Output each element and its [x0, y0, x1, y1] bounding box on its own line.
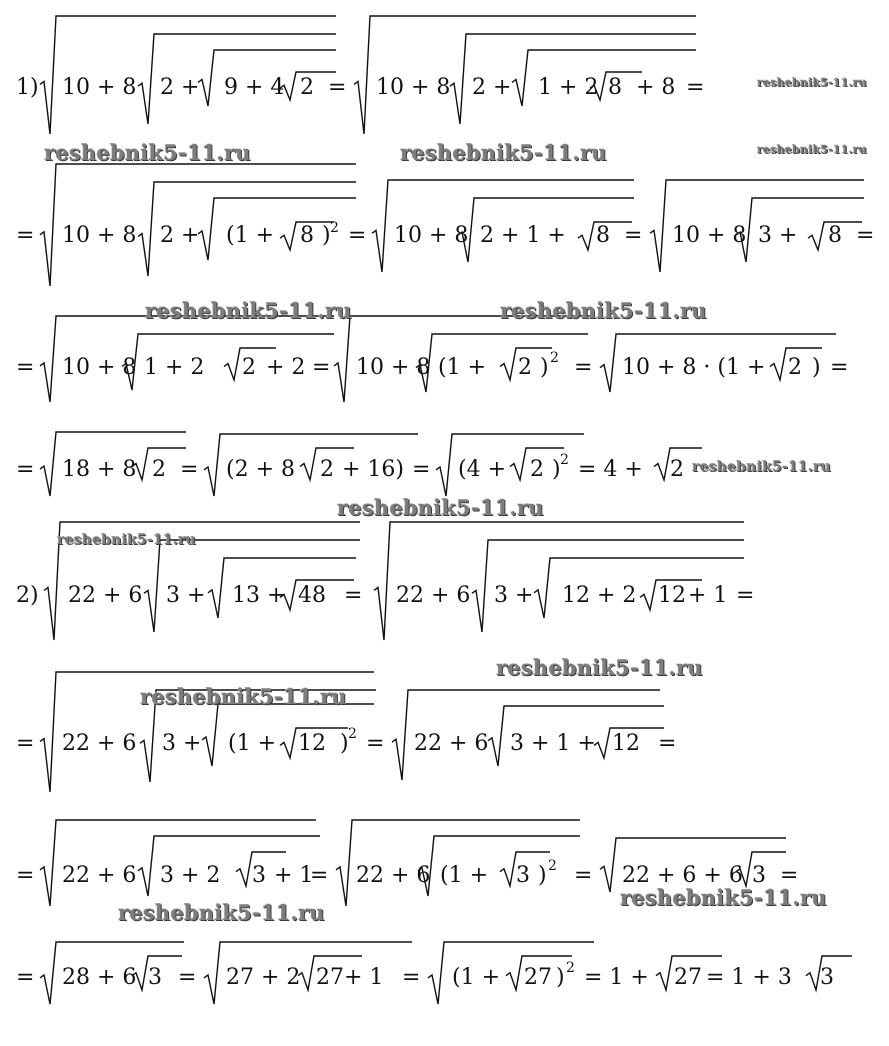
math-text: 22 + 6 + 6	[622, 863, 743, 888]
math-text: 3 + 2	[160, 863, 221, 888]
math-text: =	[658, 731, 677, 756]
math-text: =	[856, 223, 875, 248]
math-text: = 1 +	[584, 965, 649, 990]
math-text: + 1	[274, 863, 314, 888]
math-text: + 2	[266, 355, 306, 380]
math-text: =	[412, 457, 431, 482]
math-text: 10 + 8	[62, 75, 137, 100]
math-text: 2 + 1 +	[480, 223, 566, 248]
math-text: 3 +	[166, 583, 206, 608]
radical-sign	[736, 198, 864, 262]
math-text: 12	[612, 731, 640, 756]
math-text: 10 + 8	[356, 355, 431, 380]
math-text: =	[366, 731, 385, 756]
math-text: 22 + 6	[356, 863, 431, 888]
math-text: =	[780, 863, 799, 888]
math-text: 48	[298, 583, 326, 608]
watermark-6: reshebnik5-11.ru	[500, 298, 707, 323]
math-text: 3	[148, 965, 162, 990]
math-text: 2	[242, 355, 256, 380]
math-text: =	[312, 355, 331, 380]
math-text: =	[16, 965, 35, 990]
math-text: 8	[828, 223, 842, 248]
math-text: =	[180, 457, 199, 482]
math-text: (1 +	[452, 965, 501, 990]
math-text: )	[340, 731, 349, 756]
math-text: 2	[788, 355, 802, 380]
math-text: 22 + 6	[62, 731, 137, 756]
math-text: )	[556, 965, 565, 990]
math-text: =	[178, 965, 197, 990]
math-text: (2 + 8	[226, 457, 295, 482]
watermark-13: reshebnik5-11.ru	[620, 885, 827, 910]
math-text: 8	[608, 75, 622, 100]
problem-1-label: 1)	[16, 75, 39, 100]
problem-2-label: 2)	[16, 583, 39, 608]
math-text: 2 +	[160, 75, 200, 100]
math-text: =	[574, 355, 593, 380]
math-text: 2	[670, 457, 684, 482]
math-text: =	[310, 863, 329, 888]
math-text: + 16)	[342, 457, 405, 482]
watermark-5: reshebnik5-11.ru	[145, 298, 352, 323]
math-text: 3 + 1 +	[510, 731, 596, 756]
watermark-10: reshebnik5-11.ru	[496, 655, 703, 680]
math-text: 3 +	[758, 223, 798, 248]
math-text: )	[540, 355, 549, 380]
math-text: =	[574, 863, 593, 888]
math-text: 2	[518, 355, 532, 380]
math-text: 27 + 2	[226, 965, 301, 990]
watermark-3: reshebnik5-11.ru	[44, 140, 251, 165]
math-text: 27	[674, 965, 702, 990]
math-text: =	[16, 355, 35, 380]
math-text: 27	[316, 965, 344, 990]
exponent: 2	[550, 350, 559, 366]
math-text: )	[322, 223, 331, 248]
math-text: + 1	[344, 965, 384, 990]
math-text: =	[16, 863, 35, 888]
math-text: 12 + 2	[562, 583, 637, 608]
watermark-12: reshebnik5-11.ru	[118, 900, 325, 925]
math-text: + 8	[636, 75, 676, 100]
math-text: 3 +	[494, 583, 534, 608]
math-text: = 1 + 3	[706, 965, 792, 990]
math-text: 10 + 8 · (1 +	[622, 355, 766, 380]
math-text: 3	[752, 863, 766, 888]
math-text: =	[16, 223, 35, 248]
math-text: 8	[300, 223, 314, 248]
math-text: =	[624, 223, 643, 248]
math-text: )	[812, 355, 821, 380]
math-text: =	[686, 75, 705, 100]
math-text: =	[348, 223, 367, 248]
math-text: 2	[300, 75, 314, 100]
math-text: = 4 +	[578, 457, 643, 482]
watermark-1: reshebnik5-11.ru	[757, 76, 867, 89]
math-text: 3	[820, 965, 834, 990]
math-text: (4 +	[458, 457, 507, 482]
math-text: 22 + 6	[68, 583, 143, 608]
math-text: 18 + 8	[62, 457, 137, 482]
exponent: 2	[566, 960, 575, 976]
math-text: 8	[596, 223, 610, 248]
math-text: (1 +	[438, 355, 487, 380]
watermark-7: reshebnik5-11.ru	[692, 459, 831, 475]
math-text: )	[538, 863, 547, 888]
math-text: 2	[320, 457, 334, 482]
math-text: 1 + 2	[144, 355, 205, 380]
math-text: =	[328, 75, 347, 100]
math-text: 22 + 6	[396, 583, 471, 608]
math-text: 2 +	[472, 75, 512, 100]
watermark-8: reshebnik5-11.ru	[337, 495, 544, 520]
math-text: 12	[658, 583, 686, 608]
math-text: 10 + 8	[672, 223, 747, 248]
math-text: (1 +	[440, 863, 489, 888]
math-text: 10 + 8	[62, 355, 137, 380]
exponent: 2	[348, 726, 357, 742]
math-text: 13 +	[232, 583, 286, 608]
math-text: =	[16, 731, 35, 756]
math-text: (1 +	[226, 223, 275, 248]
math-text: + 1	[688, 583, 728, 608]
math-text: =	[16, 457, 35, 482]
math-text: 2	[530, 457, 544, 482]
math-text: =	[830, 355, 849, 380]
math-text: )	[552, 457, 561, 482]
watermark-2: reshebnik5-11.ru	[757, 143, 867, 156]
math-text: 12	[298, 731, 326, 756]
math-text: 22 + 6	[62, 863, 137, 888]
math-text: 28 + 6	[62, 965, 137, 990]
math-text: 10 + 8	[376, 75, 451, 100]
math-text: 9 + 4	[224, 75, 285, 100]
math-text: (1 +	[228, 731, 277, 756]
math-text: 27	[524, 965, 552, 990]
math-text: =	[402, 965, 421, 990]
math-text: 2 +	[160, 223, 200, 248]
math-text: =	[736, 583, 755, 608]
watermark-4: reshebnik5-11.ru	[400, 140, 607, 165]
exponent: 2	[560, 452, 569, 468]
math-text: =	[344, 583, 363, 608]
math-text: 2	[152, 457, 166, 482]
exponent: 2	[330, 220, 339, 236]
math-text: 10 + 8	[394, 223, 469, 248]
math-text: 3 +	[162, 731, 202, 756]
watermark-11: reshebnik5-11.ru	[140, 684, 347, 709]
math-text: 3	[516, 863, 530, 888]
watermark-9: reshebnik5-11.ru	[57, 532, 196, 548]
math-text: 3	[252, 863, 266, 888]
exponent: 2	[548, 858, 557, 874]
math-text: 1 + 2	[538, 75, 599, 100]
math-text: 10 + 8	[62, 223, 137, 248]
math-text: 22 + 6	[414, 731, 489, 756]
